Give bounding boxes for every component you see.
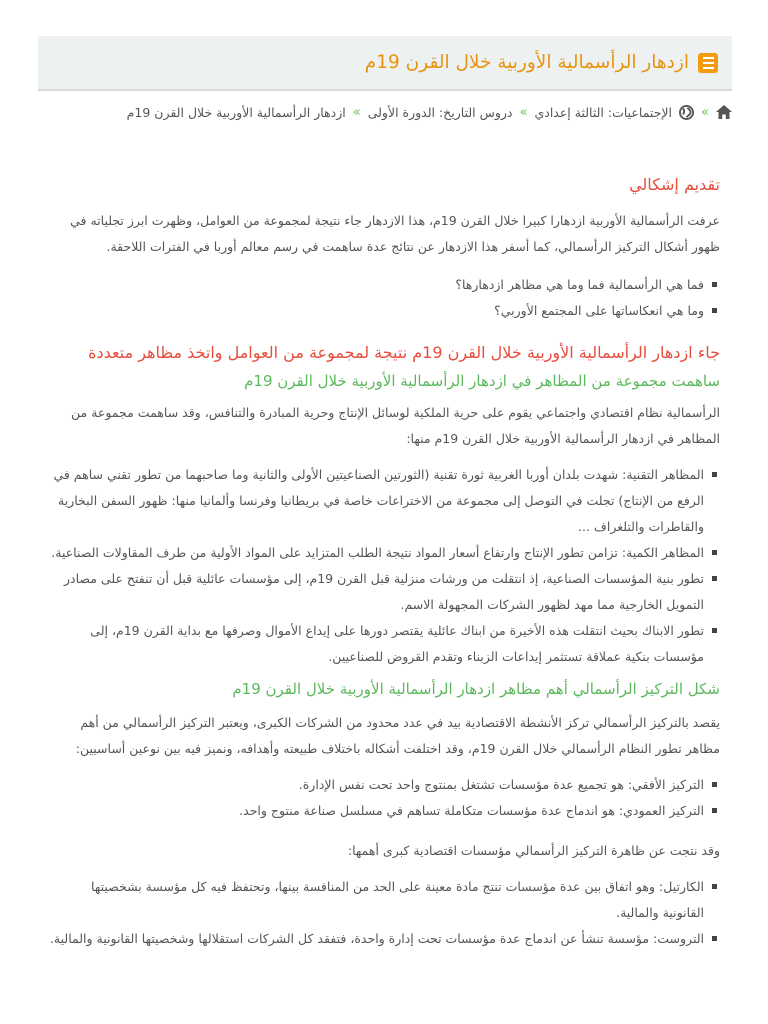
list-item: تطور الابناك بحيث انتقلت هذه الأخيرة من ابناك عائلية يقتصر دورها على إيداع الأموال وصرفها مع بداية القرن 19م، إلى مؤسسات بنكية عملاقة تستثمر إيداعات الزبناء وتقدم القروض للصناعيين. [48, 618, 720, 670]
document-icon [698, 53, 718, 73]
subsection-paragraph: يقصد بالتركيز الرأسمالي تركز الأنشطة الاقتصادية بيد في عدد محدود من الشركات الكبرى، ويعتبر التركيز الرأسمالي من أهم مظاهر تطور النظام الرأسمالي خلال القرن 19م، وقد اختلفت أشكاله باختلاف طبيعته وأهدافه، ونميز فيه بين نوعين أساسيين: [75, 715, 720, 756]
section-heading: جاء ازدهار الرأسمالية الأوربية خلال القرن 19م نتيجة لمجموعة من العوامل واتخذ مظاهر متعددة [88, 343, 720, 362]
breadcrumb-link-social-studies[interactable]: الإجتماعيات: الثالثة إعدادي [534, 104, 673, 120]
list-item: تطور بنية المؤسسات الصناعية، إذ انتقلت من ورشات منزلية قبل القرن 19م، إلى مؤسسات عائلية قبل أن تنفتح على مصادر التمويل الخارجية مما مهد لظهور الشركات المجهولة الاسم. [48, 566, 720, 618]
page-header [38, 36, 732, 91]
breadcrumb-separator: » [519, 104, 528, 120]
list-item: التركيز الأفقي: هو تجميع عدة مؤسسات تشتغل بمنتوج واحد تحت نفس الإدارة. [48, 772, 720, 798]
intro-questions-list [48, 272, 720, 324]
economic-institutions-list [48, 874, 720, 952]
list-item: التركيز العمودي: هو اندماج عدة مؤسسات متكاملة تساهم في مسلسل صناعة منتوج واحد. [48, 798, 720, 824]
subsection-heading: شكل التركيز الرأسمالي أهم مظاهر ازدهار الرأسمالية الأوربية خلال القرن 19م [232, 680, 720, 698]
breadcrumb [127, 102, 732, 122]
list-item: فما هي الرأسمالية فما وما هي مظاهر ازدهارها؟ [48, 272, 720, 298]
list-item: المظاهر الكمية: تزامن تطور الإنتاج وارتفاع أسعار المواد نتيجة الطلب المتزايد على المواد الأولية من طرف المقاولات الصناعية. [48, 540, 720, 566]
intro-paragraph: عرفت الرأسمالية الأوربية ازدهارا كبيرا خلال القرن 19م، هذا الازدهار جاء نتيجة لمجموعة من العوامل، وظهرت ابرز تجلياته في ظهور أشكال التركيز الرأسمالي، كما أسفر هذا الازدهار عن نتائج عدة ساهمت في رسم معالم أوربا في الفترات اللاحقة. [70, 213, 720, 254]
list-item: المظاهر التقنية: شهدت بلدان أوربا الغربية ثورة تقنية (الثورتين الصناعيتين الأولى والثانية وما صاحبهما من تطور تقني ساهم في الرفع من الإنتاج) تجلت في التوصل إلى مجموعة من الاختراعات خاصة في بريطانيا وفرنسا وألمانيا منها: ظهور السفن البخارية والقاطرات والتلغراف ... [48, 462, 720, 540]
list-item: الكارتيل: وهو اتفاق بين عدة مؤسسات تنتج مادة معينة على الحد من المنافسة بينها، وتحتفظ فيه كل مؤسسة بشخصيتها القانونية والمالية. [48, 874, 720, 926]
concentration-types-list [48, 772, 720, 824]
breadcrumb-separator: » [352, 104, 361, 120]
globe-icon [679, 105, 694, 120]
page-title: ازدهار الرأسمالية الأوربية خلال القرن 19م [364, 52, 689, 73]
list-item: التروست: مؤسسة تنشأ عن اندماج عدة مؤسسات تحت إدارة واحدة، فتفقد كل الشركات استقلالها وشخصيتها القانونية والمالية. [48, 926, 720, 952]
home-icon[interactable] [716, 105, 732, 119]
intro-heading: تقديم إشكالي [629, 175, 720, 194]
manifestations-list [48, 462, 720, 670]
subsection-paragraph: وقد نتجت عن ظاهرة التركيز الرأسمالي مؤسسات اقتصادية كبرى أهمها: [347, 843, 720, 858]
subsection-heading: ساهمت مجموعة من المظاهر في ازدهار الرأسمالية الأوربية خلال القرن 19م [244, 372, 720, 390]
breadcrumb-separator: » [701, 104, 709, 120]
subsection-paragraph: الرأسمالية نظام اقتصادي واجتماعي يقوم على حرية الملكية لوسائل الإنتاج وحرية المبادرة والتنافس، وقد ساهمت مجموعة من المظاهر في ازدهار الرأسمالية الأوربية خلال القرن 19م منها: [71, 405, 720, 446]
breadcrumb-link-history-lessons[interactable]: دروس التاريخ: الدورة الأولى [367, 104, 513, 120]
list-item: وما هي انعكاساتها على المجتمع الأوربي؟ [48, 298, 720, 324]
article-body [48, 170, 720, 952]
breadcrumb-current: ازدهار الرأسمالية الأوربية خلال القرن 19م [126, 104, 346, 120]
